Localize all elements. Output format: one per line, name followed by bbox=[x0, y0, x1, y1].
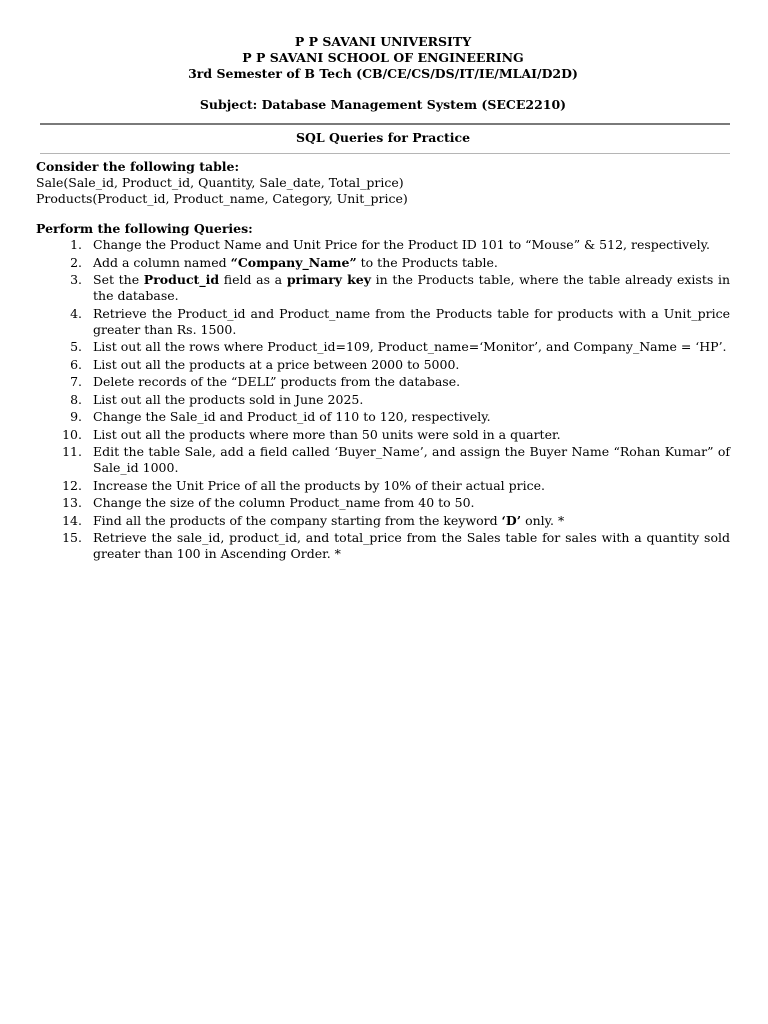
query-number: 4. bbox=[70, 305, 82, 321]
query-text-part: only. * bbox=[521, 512, 565, 528]
subject-line: Subject: Database Management System (SECE2210) bbox=[199, 97, 567, 112]
document-page bbox=[36, 34, 730, 564]
query-text-part: List out all the products sold in June 2025. bbox=[93, 391, 364, 407]
query-item bbox=[36, 478, 730, 494]
schema-products: Products(Product_id, Product_name, Category, Unit_price) bbox=[36, 190, 408, 206]
school-name: P P SAVANI SCHOOL OF ENGINEERING bbox=[242, 50, 524, 65]
query-text bbox=[82, 255, 730, 271]
query-text-part: Change the Sale_id and Product_id of 110 to 120, respectively. bbox=[93, 409, 491, 424]
query-text-part: List out all the rows where Product_id=109, Product_name=‘Monitor’, and Company_Name = ‘HP’. bbox=[93, 339, 727, 354]
divider-thick bbox=[40, 123, 730, 125]
query-text-part: Increase the Unit Price of all the products by 10% of their actual price. bbox=[93, 477, 545, 493]
query-text-part: field as a bbox=[219, 272, 287, 287]
query-text-part: Delete records of the “DELL” products from the database. bbox=[93, 374, 461, 389]
query-text-part: Edit the table Sale, add a field called ‘Buyer_Name’, and assign the Buyer Name “Rohan Kumar” of Sale_id 1000. bbox=[93, 444, 730, 475]
query-text bbox=[82, 427, 730, 443]
divider-thin bbox=[40, 153, 730, 154]
semester-line: 3rd Semester of B Tech (CB/CE/CS/DS/IT/IE/MLAI/D2D) bbox=[188, 66, 578, 81]
query-item bbox=[36, 530, 730, 562]
query-text-part: Retrieve the sale_id, product_id, and total_price from the Sales table for sales with a quantity sold greater than 100 in Ascending Order. * bbox=[93, 530, 730, 561]
query-text-part: Set the bbox=[93, 272, 144, 287]
query-text-bold: “Company_Name” bbox=[230, 254, 357, 270]
query-number: 5. bbox=[70, 339, 82, 354]
section-title: SQL Queries for Practice bbox=[295, 130, 471, 145]
query-number: 14. bbox=[62, 512, 82, 528]
query-item bbox=[36, 495, 730, 511]
query-list bbox=[36, 237, 730, 562]
query-text bbox=[82, 392, 730, 408]
query-item bbox=[36, 339, 730, 355]
query-text-part: Retrieve the Product_id and Product_name from the Products table for products with a Unit_price greater than Rs. 1500. bbox=[93, 305, 730, 337]
query-item bbox=[36, 513, 730, 529]
query-text-bold: ‘D’ bbox=[501, 512, 522, 528]
query-text-part: List out all the products where more than 50 units were sold in a quarter. bbox=[93, 426, 561, 442]
query-item bbox=[36, 409, 730, 425]
query-item bbox=[36, 444, 730, 476]
query-text-part: Add a column named bbox=[93, 254, 231, 270]
query-text bbox=[82, 272, 730, 304]
consider-label: Consider the following table: bbox=[36, 159, 240, 174]
query-number: 9. bbox=[70, 409, 82, 424]
query-number: 12. bbox=[62, 477, 82, 493]
query-text bbox=[82, 306, 730, 338]
query-text bbox=[82, 444, 730, 476]
query-number: 8. bbox=[70, 391, 82, 407]
query-text bbox=[82, 237, 730, 253]
query-text bbox=[82, 478, 730, 494]
query-item bbox=[36, 374, 730, 390]
query-number: 1. bbox=[70, 237, 82, 252]
query-number: 10. bbox=[62, 426, 82, 442]
schema-sale: Sale(Sale_id, Product_id, Quantity, Sale_date, Total_price) bbox=[36, 175, 404, 190]
query-number: 13. bbox=[62, 495, 82, 510]
query-text-bold: primary key bbox=[286, 272, 371, 287]
query-item bbox=[36, 255, 730, 271]
query-text bbox=[82, 513, 730, 529]
query-number: 11. bbox=[62, 444, 82, 459]
query-number: 2. bbox=[70, 254, 82, 270]
query-item bbox=[36, 272, 730, 304]
query-text-part: Find all the products of the company starting from the keyword bbox=[93, 512, 502, 528]
query-item bbox=[36, 357, 730, 373]
query-text-part: List out all the products at a price between 2000 to 5000. bbox=[93, 356, 460, 372]
query-number: 3. bbox=[70, 272, 82, 287]
query-text-part: Change the Product Name and Unit Price for the Product ID 101 to “Mouse” & 512, respectively. bbox=[93, 237, 711, 252]
query-text-part: to the Products table. bbox=[356, 254, 498, 270]
query-text-part: Change the size of the column Product_name from 40 to 50. bbox=[93, 495, 475, 510]
perform-label: Perform the following Queries: bbox=[36, 221, 253, 236]
query-item bbox=[36, 392, 730, 408]
query-text-part: in the Products table, where the table already exists in the database. bbox=[93, 272, 730, 303]
query-number: 6. bbox=[70, 356, 82, 372]
query-text-bold: Product_id bbox=[143, 272, 220, 287]
table-schemas bbox=[36, 175, 730, 206]
query-text bbox=[82, 495, 730, 511]
query-text bbox=[82, 409, 730, 425]
query-item bbox=[36, 427, 730, 443]
query-text bbox=[82, 374, 730, 390]
query-item bbox=[36, 306, 730, 338]
query-text bbox=[82, 339, 730, 355]
document-header bbox=[36, 34, 730, 82]
university-name: P P SAVANI UNIVERSITY bbox=[294, 34, 472, 49]
query-item bbox=[36, 237, 730, 253]
query-text bbox=[82, 357, 730, 373]
query-number: 15. bbox=[62, 530, 82, 545]
query-number: 7. bbox=[70, 374, 82, 389]
query-text bbox=[82, 530, 730, 562]
